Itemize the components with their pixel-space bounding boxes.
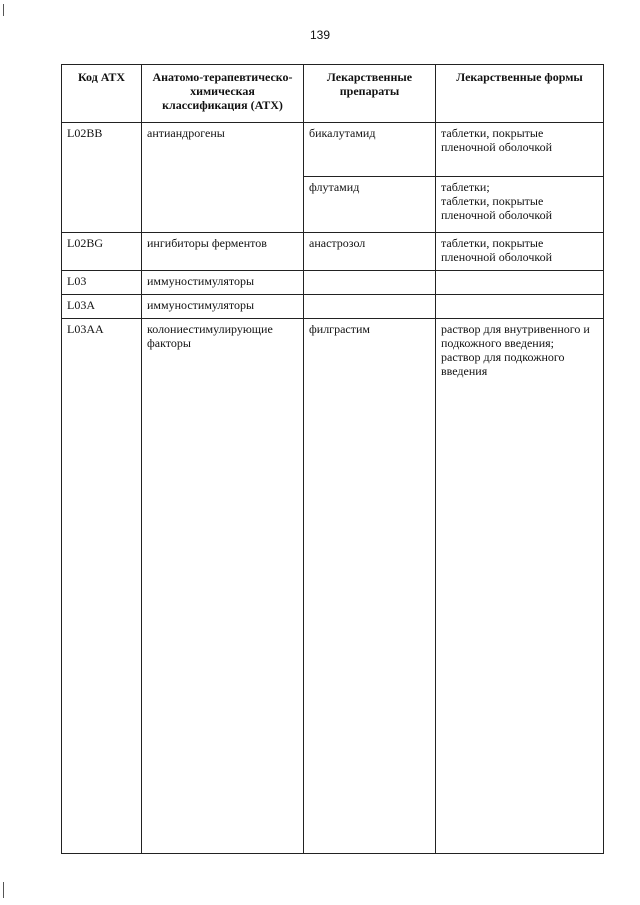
cell-classification: антиандрогены xyxy=(142,123,304,233)
cell-dosage-form: таблетки, покрытые пленочной оболочкой xyxy=(436,123,604,177)
cell-dosage-form xyxy=(436,271,604,295)
cell-atc-code: L02BB xyxy=(62,123,142,233)
cell-atc-code: L02BG xyxy=(62,233,142,271)
header-atc-code: Код АТХ xyxy=(62,65,142,123)
cell-drug: флутамид xyxy=(304,177,436,233)
cell-classification: колониестимулирующие факторы xyxy=(142,319,304,854)
cell-drug: филграстим xyxy=(304,319,436,854)
table-row xyxy=(62,233,604,271)
header-drugs: Лекарственные препараты xyxy=(304,65,436,123)
cell-classification: ингибиторы ферментов xyxy=(142,233,304,271)
atc-drug-table xyxy=(61,64,604,854)
cell-drug xyxy=(304,295,436,319)
header-dosage-forms: Лекарственные формы xyxy=(436,65,604,123)
scan-edge-mark-top-left xyxy=(3,4,4,16)
table-row xyxy=(62,295,604,319)
cell-atc-code: L03 xyxy=(62,271,142,295)
table-row xyxy=(62,319,604,854)
cell-atc-code: L03A xyxy=(62,295,142,319)
cell-classification: иммуностимуляторы xyxy=(142,271,304,295)
cell-drug xyxy=(304,271,436,295)
table-row xyxy=(62,123,604,177)
cell-atc-code: L03AA xyxy=(62,319,142,854)
cell-dosage-form: таблетки, покрытые пленочной оболочкой xyxy=(436,233,604,271)
cell-drug: бикалутамид xyxy=(304,123,436,177)
scan-edge-mark-bottom-left xyxy=(3,882,4,898)
cell-classification: иммуностимуляторы xyxy=(142,295,304,319)
cell-dosage-form: раствор для внутривенного и подкожного введения; раствор для подкожного введения xyxy=(436,319,604,854)
cell-dosage-form xyxy=(436,295,604,319)
page-number: 139 xyxy=(309,28,331,42)
cell-drug: анастрозол xyxy=(304,233,436,271)
table-header-row xyxy=(62,65,604,123)
table-row xyxy=(62,271,604,295)
header-classification: Анатомо-терапевтическо-химическая классификация (АТХ) xyxy=(142,65,304,123)
cell-dosage-form: таблетки; таблетки, покрытые пленочной оболочкой xyxy=(436,177,604,233)
